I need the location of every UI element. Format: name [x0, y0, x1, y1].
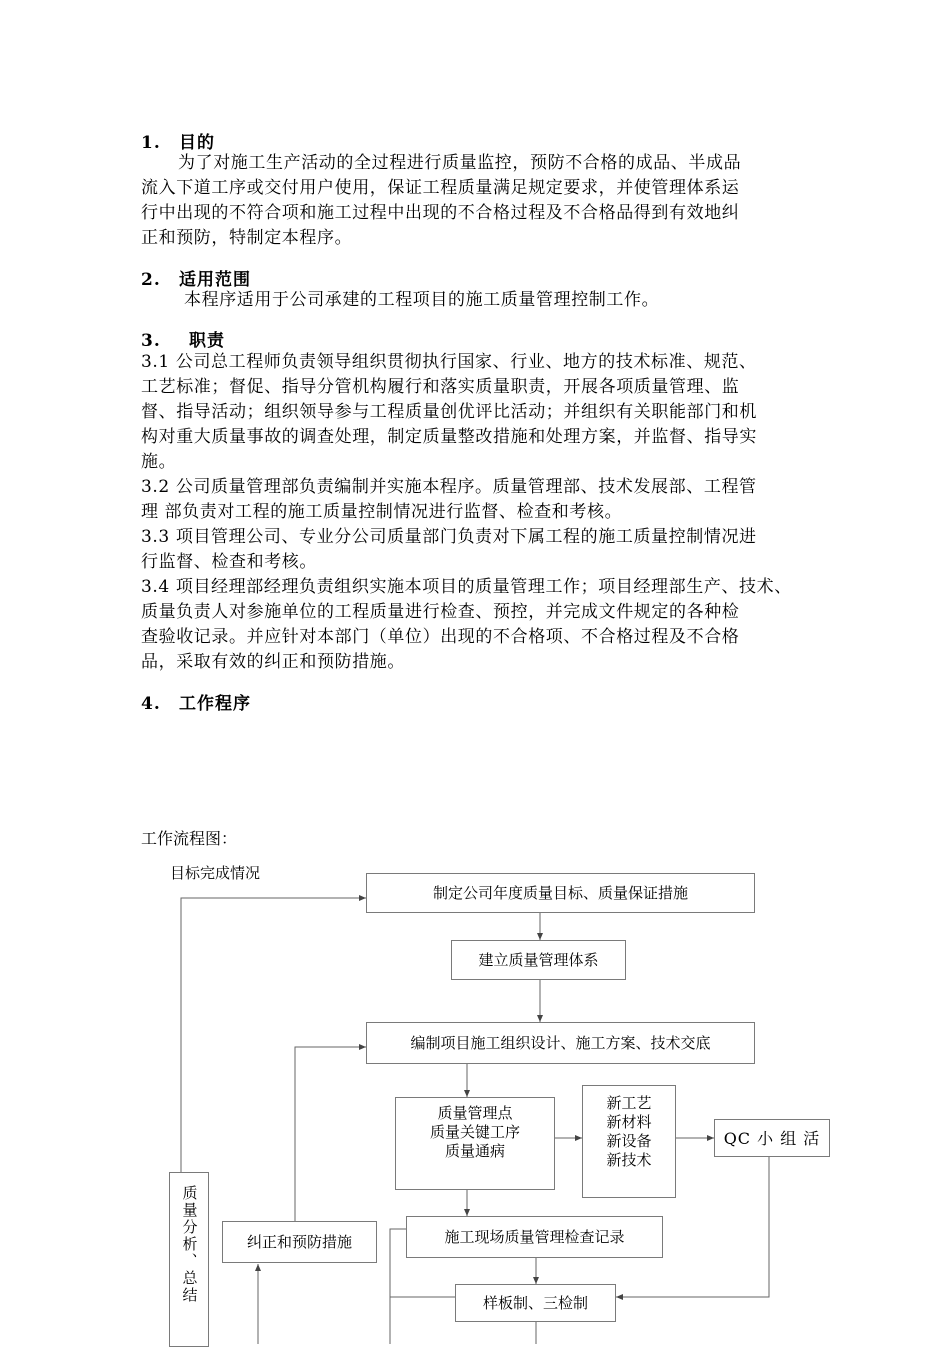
sample-box: 样板制、三检制	[455, 1284, 616, 1322]
duty-line: 质量负责人对参施单位的工程质量进行检查、预控，并完成文件规定的各种检	[141, 602, 740, 622]
flowchart-caption: 工作流程图：	[141, 829, 238, 848]
section-4-title: 工作程序	[179, 694, 251, 714]
quality-points-box	[395, 1097, 555, 1190]
purpose-line: 正和预防，特制定本程序。	[141, 228, 353, 248]
target-label: 目标完成情况	[170, 864, 261, 882]
purpose-line: 为了对施工生产活动的全过程进行质量监控，预防不合格的成品、半成品	[178, 153, 742, 173]
new-tech-box	[582, 1085, 676, 1198]
record-box: 施工现场质量管理检查记录	[406, 1216, 663, 1258]
section-4-number: 4.	[141, 694, 161, 714]
qc-box: QC 小 组 活	[714, 1119, 830, 1157]
section-1-title: 目的	[179, 133, 215, 153]
analysis-text: 质量分析、总结	[180, 1185, 199, 1304]
system-box: 建立质量管理体系	[451, 940, 626, 980]
section-2-number: 2.	[141, 270, 161, 290]
new-tech-line: 新工艺	[606, 1094, 652, 1112]
purpose-line: 行中出现的不符合项和施工过程中出现的不合格过程及不合格品得到有效地纠	[141, 203, 740, 223]
purpose-line: 流入下道工序或交付用户使用，保证工程质量满足规定要求，并使管理体系运	[141, 178, 740, 198]
duty-line: 行监督、检查和考核。	[141, 552, 317, 572]
correct-box: 纠正和预防措施	[222, 1221, 377, 1263]
duty-line: 施。	[141, 452, 177, 472]
duty-line: 3.1 公司总工程师负责领导组织贯彻执行国家、行业、地方的技术标准、规范、	[141, 352, 757, 372]
analysis-box	[169, 1172, 209, 1347]
section-3-title: 职责	[189, 331, 225, 351]
section-1-number: 1.	[141, 133, 161, 153]
duty-line: 工艺标准；督促、指导分管机构履行和落实质量职责，开展各项质量管理、监	[141, 377, 740, 397]
duty-line: 品，采取有效的纠正和预防措施。	[141, 652, 405, 672]
duty-line: 3.3 项目管理公司、专业分公司质量部门负责对下属工程的施工质量控制情况进	[141, 527, 757, 547]
section-3-number: 3.	[141, 331, 161, 351]
duty-line: 构对重大质量事故的调查处理，制定质量整改措施和处理方案，并监督、指导实	[141, 427, 757, 447]
duty-line: 理 部负责对工程的施工质量控制情况进行监督、检查和考核。	[141, 502, 623, 522]
quality-points-line: 质量关键工序	[429, 1123, 520, 1141]
quality-points-line: 质量通病	[444, 1142, 505, 1160]
duty-line: 3.4 项目经理部经理负责组织实施本项目的质量管理工作；项目经理部生产、技术、	[141, 577, 792, 597]
new-tech-line: 新技术	[606, 1151, 652, 1169]
new-tech-line: 新设备	[606, 1132, 652, 1150]
duty-line: 查验收记录。并应针对本部门（单位）出现的不合格项、不合格过程及不合格	[141, 627, 740, 647]
duty-line: 督、指导活动；组织领导参与工程质量创优评比活动；并组织有关职能部门和机	[141, 402, 757, 422]
quality-points-line: 质量管理点	[437, 1104, 513, 1122]
goal-box: 制定公司年度质量目标、质量保证措施	[366, 873, 755, 913]
section-2-title: 适用范围	[179, 270, 251, 290]
scope-line: 本程序适用于公司承建的工程项目的施工质量管理控制工作。	[184, 290, 660, 310]
design-box: 编制项目施工组织设计、施工方案、技术交底	[366, 1022, 755, 1064]
new-tech-line: 新材料	[606, 1113, 652, 1131]
duty-line: 3.2 公司质量管理部负责编制并实施本程序。质量管理部、技术发展部、工程管	[141, 477, 757, 497]
